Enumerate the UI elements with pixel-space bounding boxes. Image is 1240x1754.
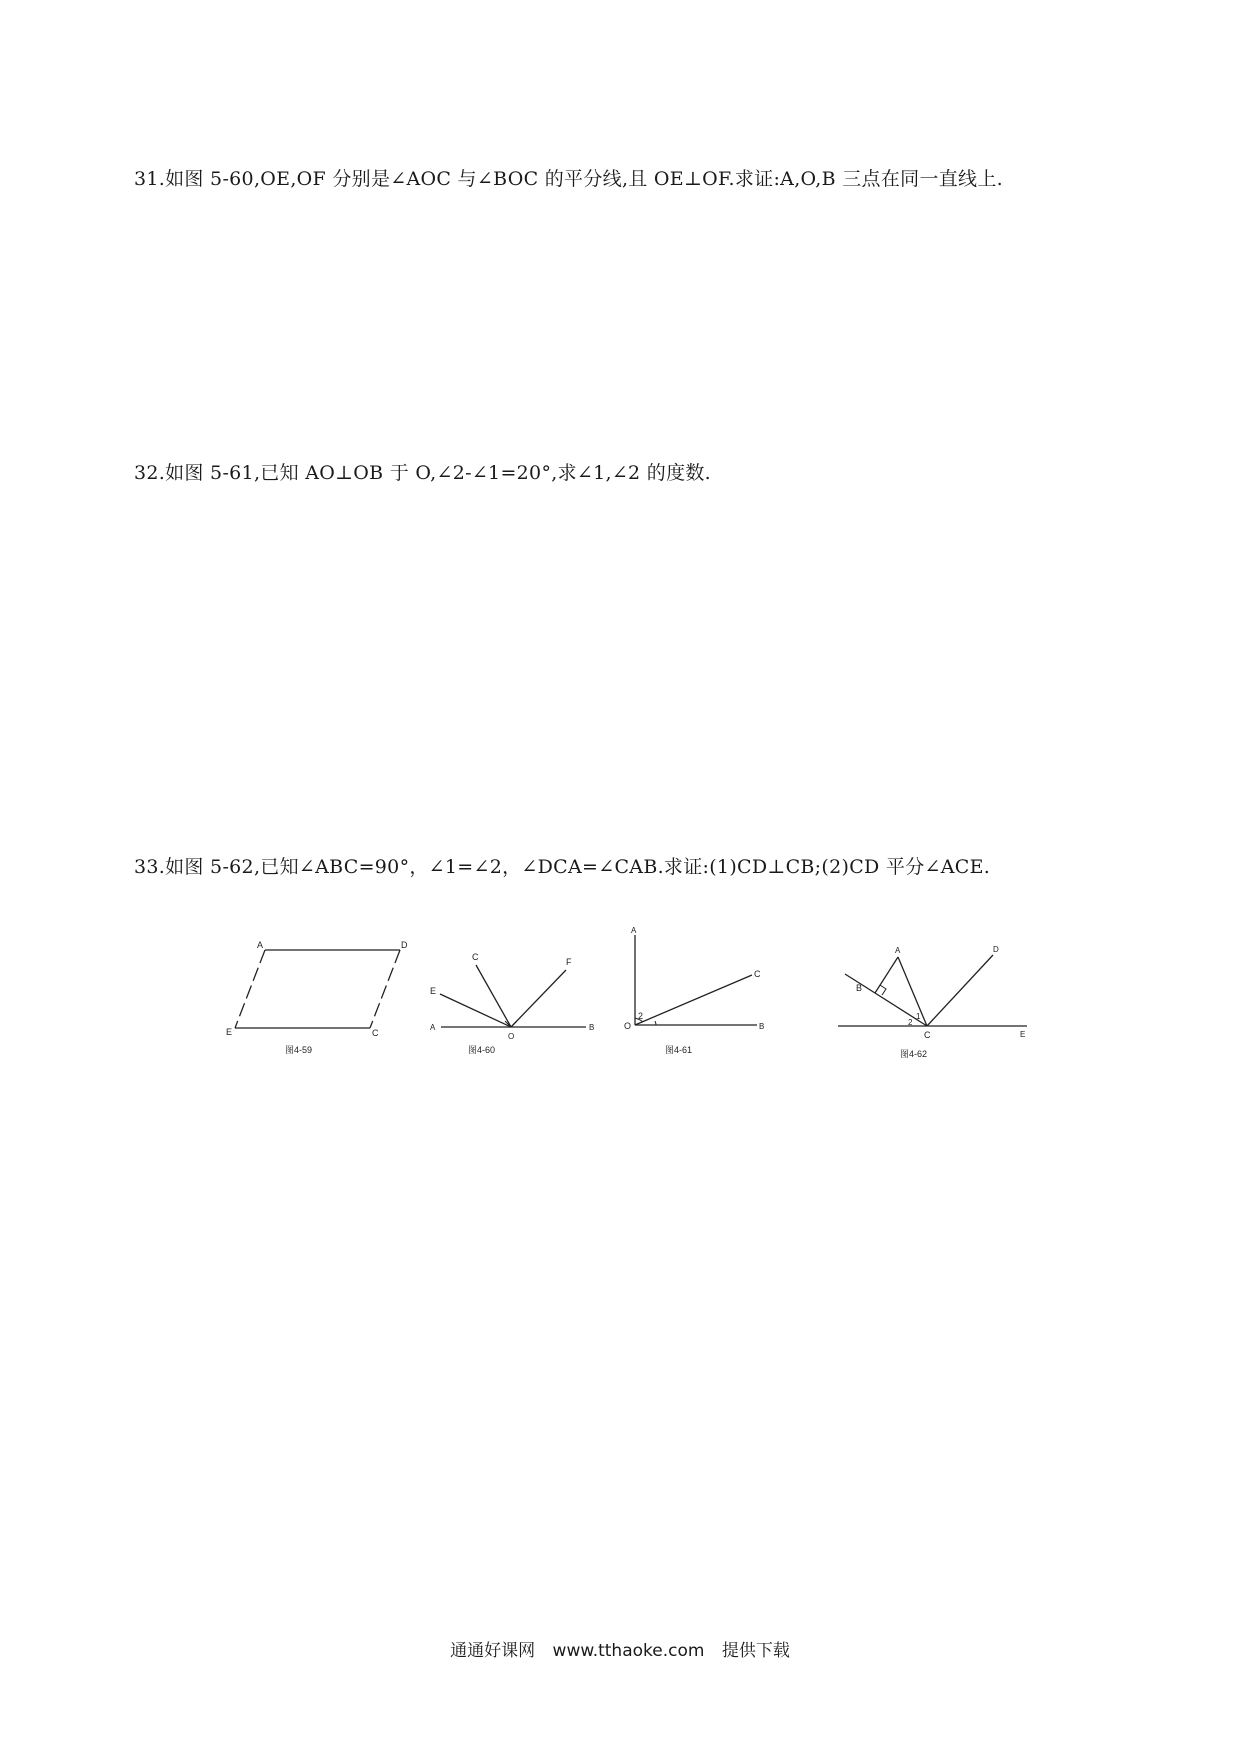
label-c: C	[924, 1030, 931, 1040]
problem-31: 31.如图 5-60,OE,OF 分别是∠AOC 与∠BOC 的平分线,且 OE⊥OF.求证:A,O,B 三点在同一直线上.	[134, 168, 1003, 190]
figure-caption: 图4-61	[665, 1045, 693, 1055]
ray-of	[511, 970, 566, 1027]
right-angle-mark	[880, 985, 886, 995]
label-o: O	[624, 1021, 632, 1031]
footer-url[interactable]: www.tthaoke.com	[552, 1641, 705, 1661]
label-b: B	[856, 983, 863, 993]
ray-oe	[440, 994, 511, 1027]
segment-dc	[370, 950, 400, 1028]
label-a: A	[631, 926, 637, 935]
figure-4-59	[220, 935, 420, 1065]
ray-oc	[635, 975, 752, 1025]
page-footer	[0, 1636, 1240, 1661]
label-e: E	[430, 986, 437, 996]
label-c: C	[472, 952, 479, 962]
label-d: D	[401, 940, 408, 950]
label-a: A	[257, 940, 264, 950]
figure-4-62	[835, 935, 1035, 1065]
label-a: A	[430, 1023, 436, 1032]
label-e: E	[226, 1027, 233, 1037]
segment-ab	[875, 957, 898, 993]
ray-cd	[927, 955, 993, 1026]
angle-label-2: 2	[638, 1011, 644, 1021]
label-e: E	[1020, 1030, 1026, 1039]
segment-ca	[898, 957, 927, 1026]
segment-ae	[235, 950, 265, 1028]
figure-caption: 图4-62	[900, 1049, 928, 1059]
line-cb	[845, 974, 927, 1026]
figure-caption: 图4-59	[285, 1045, 313, 1055]
problem-33: 33.如图 5-62,已知∠ABC=90°，∠1=∠2，∠DCA=∠CAB.求证:(1)CD⊥CB;(2)CD 平分∠ACE.	[134, 856, 991, 878]
figure-4-60	[426, 935, 606, 1065]
label-b: B	[759, 1022, 765, 1031]
problem-32: 32.如图 5-61,已知 AO⊥OB 于 O,∠2-∠1=20°,求∠1,∠2 的度数.	[134, 462, 712, 484]
label-a: A	[895, 946, 901, 955]
label-c: C	[372, 1028, 379, 1038]
figure-caption: 图4-60	[468, 1045, 496, 1055]
label-c: C	[754, 969, 761, 979]
label-b: B	[589, 1023, 595, 1032]
figure-4-61	[620, 918, 790, 1068]
footer-suffix: 提供下载	[721, 1641, 790, 1661]
angle-label-1: 1	[916, 1012, 921, 1021]
label-o: O	[508, 1032, 515, 1041]
ray-oc	[476, 965, 511, 1027]
label-f: F	[566, 957, 572, 967]
footer-site-name: 通通好课网	[450, 1641, 536, 1661]
angle-label-2: 2	[908, 1018, 913, 1027]
label-d: D	[993, 945, 999, 954]
